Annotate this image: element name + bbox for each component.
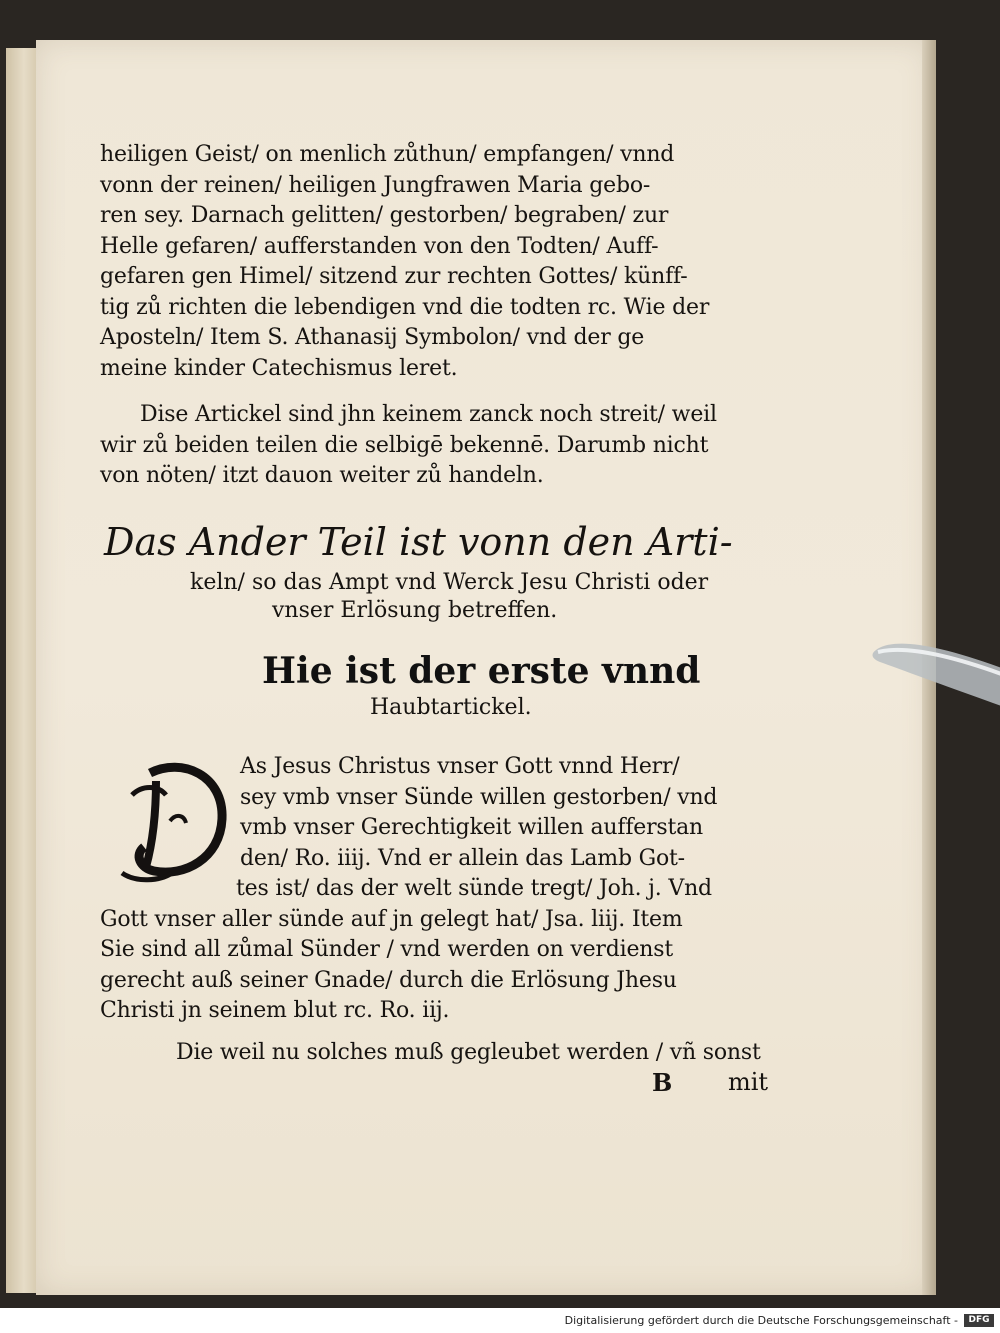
signature-mark: B (652, 1068, 673, 1097)
dfg-logo: DFG (964, 1314, 994, 1327)
text-line: vmb vnser Gerechtigkeit willen aufferstan (240, 815, 704, 840)
text-line: ren sey. Darnach gelitten/ gestorben/ begraben/ zur (100, 203, 669, 228)
paragraph-2 (100, 400, 750, 492)
paragraph-1 (100, 140, 740, 384)
text-line: wir zů beiden teilen die selbigē bekennē. Darumb nicht (100, 432, 709, 458)
section-heading-line3: vnser Erlösung betreffen. (272, 598, 558, 623)
footer-credit: Digitalisierung gefördert durch die Deutsche Forschungsgemeinschaft - (564, 1314, 958, 1327)
text-line: Die weil nu solches muß gegleubet werden / vñ sonst (176, 1040, 761, 1065)
text-line: sey vmb vnser Sünde willen gestorben/ vnd (240, 784, 718, 810)
text-line: Helle gefaren/ aufferstanden von den Todten/ Auff- (100, 233, 659, 259)
text-line: Dise Artickel sind jhn keinem zanck noch streit/ weil (140, 402, 717, 427)
footer-bar (0, 1308, 1000, 1333)
text-line: heiligen Geist/ on menlich zůthun/ empfangen/ vnnd (100, 142, 675, 167)
text-line: Sie sind all zůmal Sünder / vnd werden on verdienst (100, 937, 673, 962)
text-line: den/ Ro. iiij. Vnd er allein das Lamb Got- (240, 845, 685, 871)
text-line: vonn der reinen/ heiligen Jungfrawen Maria gebo- (100, 172, 651, 198)
section-heading-line2: keln/ so das Ampt vnd Werck Jesu Christi oder (190, 570, 709, 595)
text-line: tig zů richten die lebendigen vnd die todten rc. Wie der (100, 294, 710, 320)
facing-page-edge (6, 48, 38, 1293)
section-heading-line1: Das Ander Teil ist vonn den Arti- (104, 520, 733, 564)
paragraph-4 (176, 1038, 766, 1069)
article-heading-line2: Haubtartickel. (370, 695, 532, 720)
text-line: tes ist/ das der welt sünde tregt/ Joh. j. Vnd (236, 876, 712, 901)
text-line: Aposteln/ Item S. Athanasij Symbolon/ vnd der ge (100, 325, 645, 350)
page-pointer-icon (872, 630, 1000, 710)
catchword: mit (728, 1068, 769, 1096)
text-line: meine kinder Catechismus leret. (100, 355, 458, 381)
text-line: Gott vnser aller sünde auf jn gelegt hat/ Jsa. liij. Item (100, 906, 683, 932)
paragraph-3 (100, 752, 760, 1027)
text-line: As Jesus Christus vnser Gott vnnd Herr/ (240, 754, 680, 779)
text-line: Christi jn seinem blut rc. Ro. iij. (100, 998, 450, 1023)
article-heading-line1: Hie ist der erste vnnd (262, 650, 701, 692)
text-line: gefaren gen Himel/ sitzend zur rechten Gottes/ künff- (100, 264, 688, 289)
text-line: gerecht auß seiner Gnade/ durch die Erlösung Jhesu (100, 967, 677, 993)
decorative-initial-d-icon (112, 755, 232, 885)
text-line: von nöten/ itzt dauon weiter zů handeln. (100, 463, 544, 488)
